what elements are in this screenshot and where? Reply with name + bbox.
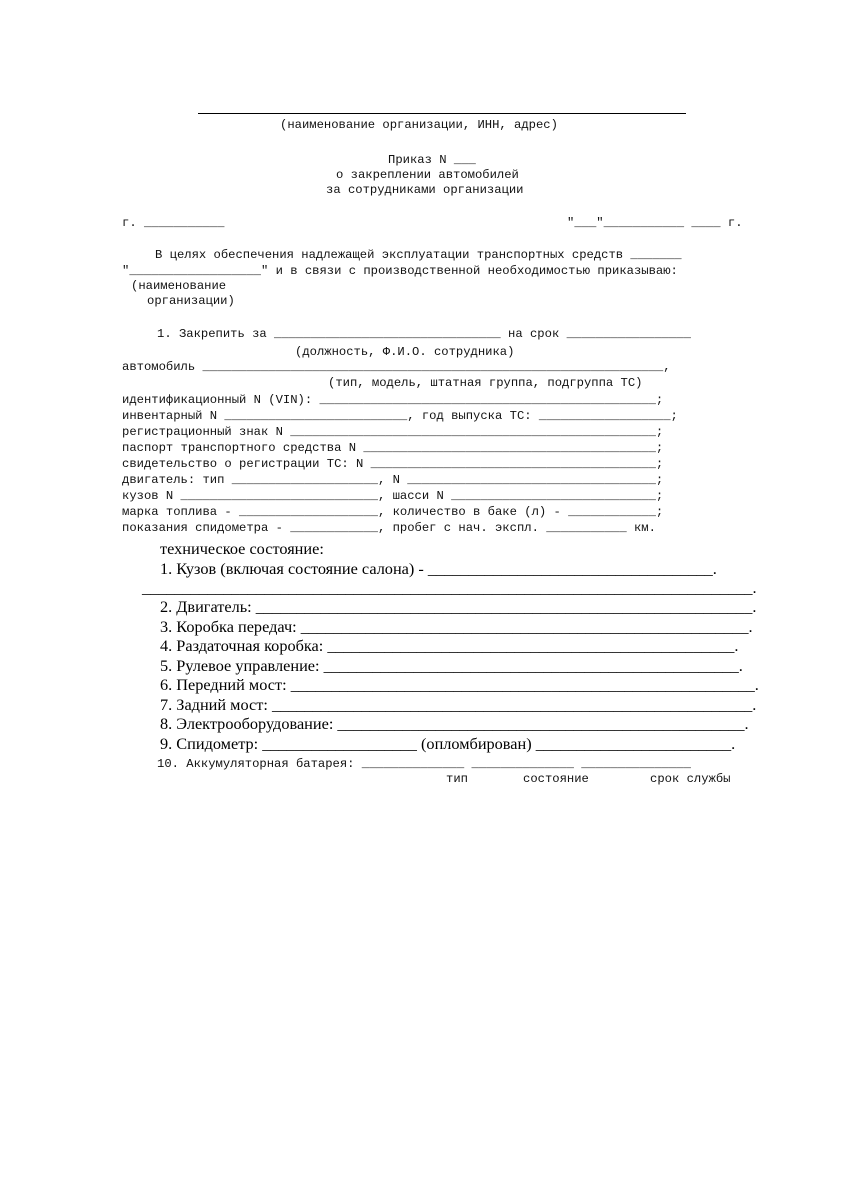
field-registration-plate: регистрационный знак N __________________________________________________; <box>122 425 664 439</box>
tech-item-electrical: 8. Электрооборудование: __________________________________________________. <box>160 714 749 733</box>
tech-item-gearbox: 3. Коробка передач: _______________________________________________________. <box>160 617 753 636</box>
preamble-caption-2: организации) <box>147 294 235 308</box>
tech-item-body: 1. Кузов (включая состояние салона) - ___________________________________. <box>160 559 717 578</box>
assign-caption: (должность, Ф.И.О. сотрудника) <box>295 345 515 359</box>
field-registration-certificate: свидетельство о регистрации ТС: N _______________________________________; <box>122 457 664 471</box>
field-vin: идентификационный N (VIN): ______________________________________________; <box>122 393 664 407</box>
organization-line <box>198 113 686 114</box>
field-engine: двигатель: тип ____________________, N __________________________________; <box>122 473 664 487</box>
tech-item-body-continued: ___________________________________________________________________________. <box>142 578 757 597</box>
assign-line: 1. Закрепить за _______________________________ на срок _________________ <box>157 327 691 341</box>
tech-item-front-axle: 6. Передний мост: _________________________________________________________. <box>160 675 759 694</box>
date-field: "___"___________ ____ г. <box>567 216 743 230</box>
field-odometer: показания спидометра - ____________, пробег с нач. экспл. ___________ км. <box>122 521 656 535</box>
battery-caption-service-life: срок службы <box>650 772 731 786</box>
preamble-line-1: В целях обеспечения надлежащей эксплуатации транспортных средств _______ <box>155 248 682 262</box>
tech-item-speedometer: 9. Спидометр: ___________________ (опломбирован) ________________________. <box>160 734 736 753</box>
field-fuel: марка топлива - ___________________, количество в баке (л) - ____________; <box>122 505 664 519</box>
vehicle-line: автомобиль _______________________________________________________________, <box>122 360 671 374</box>
city-field: г. ___________ <box>122 216 225 230</box>
organization-caption: (наименование организации, ИНН, адрес) <box>280 118 558 132</box>
field-inventory-number: инвентарный N _________________________, год выпуска ТС: __________________; <box>122 409 678 423</box>
vehicle-caption: (тип, модель, штатная группа, подгруппа ТС) <box>328 376 643 390</box>
battery-line: 10. Аккумуляторная батарея: ______________ ______________ _______________ <box>157 757 691 771</box>
preamble-line-2: "__________________" и в связи с производственной необходимостью приказываю: <box>122 264 678 278</box>
technical-heading: техническое состояние: <box>160 539 324 558</box>
tech-item-engine: 2. Двигатель: _____________________________________________________________. <box>160 597 757 616</box>
order-title: Приказ N ___ <box>388 153 476 167</box>
field-vehicle-passport: паспорт транспортного средства N ________________________________________; <box>122 441 664 455</box>
order-subtitle-2: за сотрудниками организации <box>326 183 524 197</box>
field-body: кузов N ___________________________, шасси N ____________________________; <box>122 489 664 503</box>
tech-item-rear-axle: 7. Задний мост: ___________________________________________________________. <box>160 695 757 714</box>
battery-caption-condition: состояние <box>523 772 589 786</box>
battery-caption-type: тип <box>446 772 468 786</box>
tech-item-steering: 5. Рулевое управление: ___________________________________________________. <box>160 656 743 675</box>
tech-item-transfer-case: 4. Раздаточная коробка: __________________________________________________. <box>160 636 739 655</box>
preamble-caption-1: (наименование <box>131 279 227 293</box>
order-subtitle-1: о закреплении автомобилей <box>336 168 519 182</box>
